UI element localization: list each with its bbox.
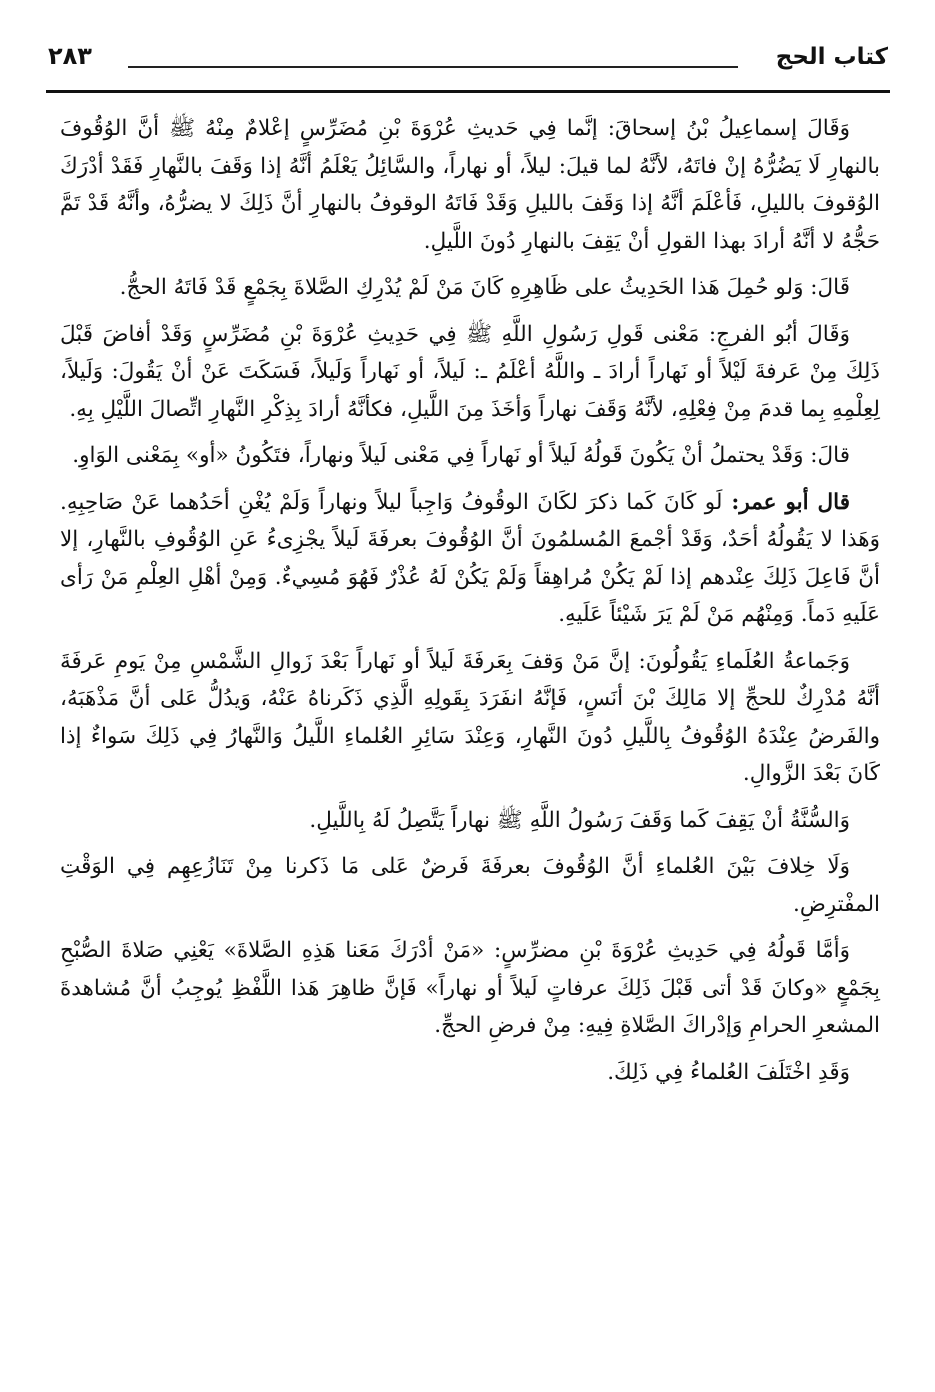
paragraph-lead: قال أبو عمر: [722, 489, 850, 515]
paragraph [60, 437, 880, 475]
paragraph [60, 269, 880, 307]
paragraph-text: قالَ: وَقَدْ يحتملُ أنْ يَكُونَ قَولُهُ لَيلاً أو نَهاراً فِي مَعْنى لَيلاً ونهاراً، فتَكُونُ «أو» بِمَعْنى الوَاوِ. [72, 443, 850, 468]
paragraph-text: قَالَ: وَلو حُمِلَ هَذا الحَدِيثُ على ظَاهِرِهِ كَانَ مَنْ لَمْ يُدْرِكِ الصَّلاةَ بِجَمْعٍ قَدْ فَاتَهُ الحجُّ. [119, 275, 850, 300]
paragraph [60, 110, 880, 260]
paragraph [60, 484, 880, 634]
running-title: كتاب الحج [775, 44, 888, 70]
header-dash-line [128, 66, 738, 68]
paragraph-text: وَقَالَ إسماعِيلُ بْنُ إسحاقَ: إنَّما فِي حَديثِ عُرْوَةَ بْنِ مُضَرِّسٍ إعْلامٌ مِنْهُ ﷺ أنَّ الوُقُوفَ بالنهارِ لَا يَضُرُّهُ إنْ فاتَهُ، لأنَّهُ لما قيلَ: ليلاً، أو نهاراً، والسَّائِلُ يَعْلَمُ أنَّهُ إذا وَقَفَ بالنَّهارِ فَقَدْ أدْرَكَ الوُقوفَ بالليلِ، فَأعْلَمَ أنَّهُ إذا وَقَفَ بالليلِ وَقَدْ فَاتَهُ الوقوفُ بالنهارِ أنَّ ذَلِكَ لا يضرُّهُ، وأنَّهُ قَدْ تَمَّ حَجُّهُ لا أنَّهُ أرادَ بهذا القولِ أنْ يَقِفَ بالنهارِ دُونَ اللَّيلِ. [60, 116, 880, 254]
paragraph [60, 643, 880, 793]
header-rule [46, 90, 890, 93]
paragraph-text: لَو كَانَ كَما ذكرَ لكَانَ الوقُوفُ وَاجِباً ليلاً ونهاراً وَلَمْ يُغْنِ أحَدُهما عَنْ صَاحِبِهِ. وَهَذا لا يَقُولُهُ أحَدٌ، وَقَدْ أجْمعَ المُسلمُونَ أنَّ الوُقُوفَ بعرفَةَ لَيلاً يجْزِىءُ عَنِ الوُقُوفِ بالنَّهارِ، إلا أنَّ فَاعِلَ ذَلِكَ عِنْدهم إذا لَمْ يَكُنْ مُراهِقاً وَلَمْ يَكُنْ لَهُ عُذْرٌ فَهُوَ مُسِيءٌ. وَمِنْ أهْلِ العِلْمِ مَنْ رَأى عَلَيهِ دَماً. وَمِنْهُم مَنْ لَمْ يَرَ شَيْئاً عَلَيهِ. [60, 489, 880, 627]
paragraph [60, 802, 880, 840]
paragraph [60, 932, 880, 1045]
paragraph [60, 1054, 880, 1092]
paragraph-text: وَجَماعةُ العُلَماءِ يَقُولُونَ: إنَّ مَنْ وَقفَ بِعَرفَةَ لَيلاً أو نَهاراً بَعْدَ زَوالِ الشَّمْسِ مِنْ يَومِ عَرفَةَ أنَّهُ مُدْرِكٌ للحجِّ إلا مَالِكَ بْنَ أنَسٍ، فَإنَّهُ انفَرَدَ بِقَولِهِ الَّذِي ذَكَرناهُ عَنْهُ، وَيدُلُّ عَلى أنَّ مَذْهَبَهُ، والفَرضُ عِنْدَهُ الوُقُوفُ بِاللَّيلِ دُونَ النَّهارِ، وَعِنْدَ سَائِرِ العُلماءِ اللَّيلُ وَالنَّهارُ فِي ذَلِكَ سَواءٌ إذا كَانَ بَعْدَ الزَّوالِ. [60, 648, 880, 786]
paragraph-text: وَقَدِ اخْتَلَفَ العُلماءُ فِي ذَلِكَ. [607, 1059, 850, 1085]
paragraph-text: وَأمَّا قَولُهُ فِي حَدِيثِ عُرْوَةَ بْنِ مضرِّسٍ: «مَنْ أدْرَكَ مَعَنا هَذِهِ الصَّلاةَ» يَعْنِي صَلاةَ الصُّبْحِ بِجَمْعٍ «وكانَ قَدْ أتى قَبْلَ ذَلِكَ عرفاتٍ لَيلاً أو نهاراً» فَإنَّ ظاهِرَ هَذا اللَّفْظِ يُوجِبُ أنَّ مُشاهدةَ المشعرِ الحرامِ وَإدْراكَ الصَّلاةِ فِيهِ: مِنْ فرضِ الحجِّ. [60, 938, 880, 1038]
page-number: ٢٨٣ [48, 42, 92, 70]
paragraph-text: وَلَا خِلافَ بَيْنَ العُلماءِ أنَّ الوُقُوفَ بعرفَةَ فَرضٌ عَلى مَا ذَكرنا مِنْ تَنَازُعِهِم فِي الوَقْتِ المفْترِضِ. [60, 854, 880, 917]
paragraph-text: وَالسُّنَّةُ أنْ يَقِفَ كَما وَقَفَ رَسُولُ اللَّهِ ﷺ نهاراً يَتَّصِلُ لَهُ بِاللَّيلِ. [309, 807, 850, 833]
paragraph [60, 848, 880, 923]
page-header [48, 34, 888, 90]
paragraph [60, 316, 880, 429]
paragraph-text: وَقَالَ أبُو الفرجِ: مَعْنى قَولِ رَسُولِ اللَّهِ ﷺ فِي حَدِيثِ عُرْوَةَ بْنِ مُضَرِّسٍ وَقَدْ أفاضَ قَبْلَ ذَلِكَ مِنْ عَرفةَ لَيْلاً أو نَهاراً أرادَ ـ واللَّهُ أعْلَمُ ـ: لَيلاً، أو نَهاراً وَلَيلاً، فَسَكَتَ عَنْ أنْ يَقُولَ: وَلَيلاً، لِعِلْمِهِ بِما قدمَ مِنْ فِعْلِهِ، لأنَّهُ وَقَفَ نهاراً وَأخَذَ مِنَ اللَّيلِ، فكأنَّهُ أرادَ بِذِكْرِ النَّهارِ اتِّصالَ اللَّيْلِ بِهِ. [60, 321, 880, 422]
page-body [60, 110, 880, 1100]
